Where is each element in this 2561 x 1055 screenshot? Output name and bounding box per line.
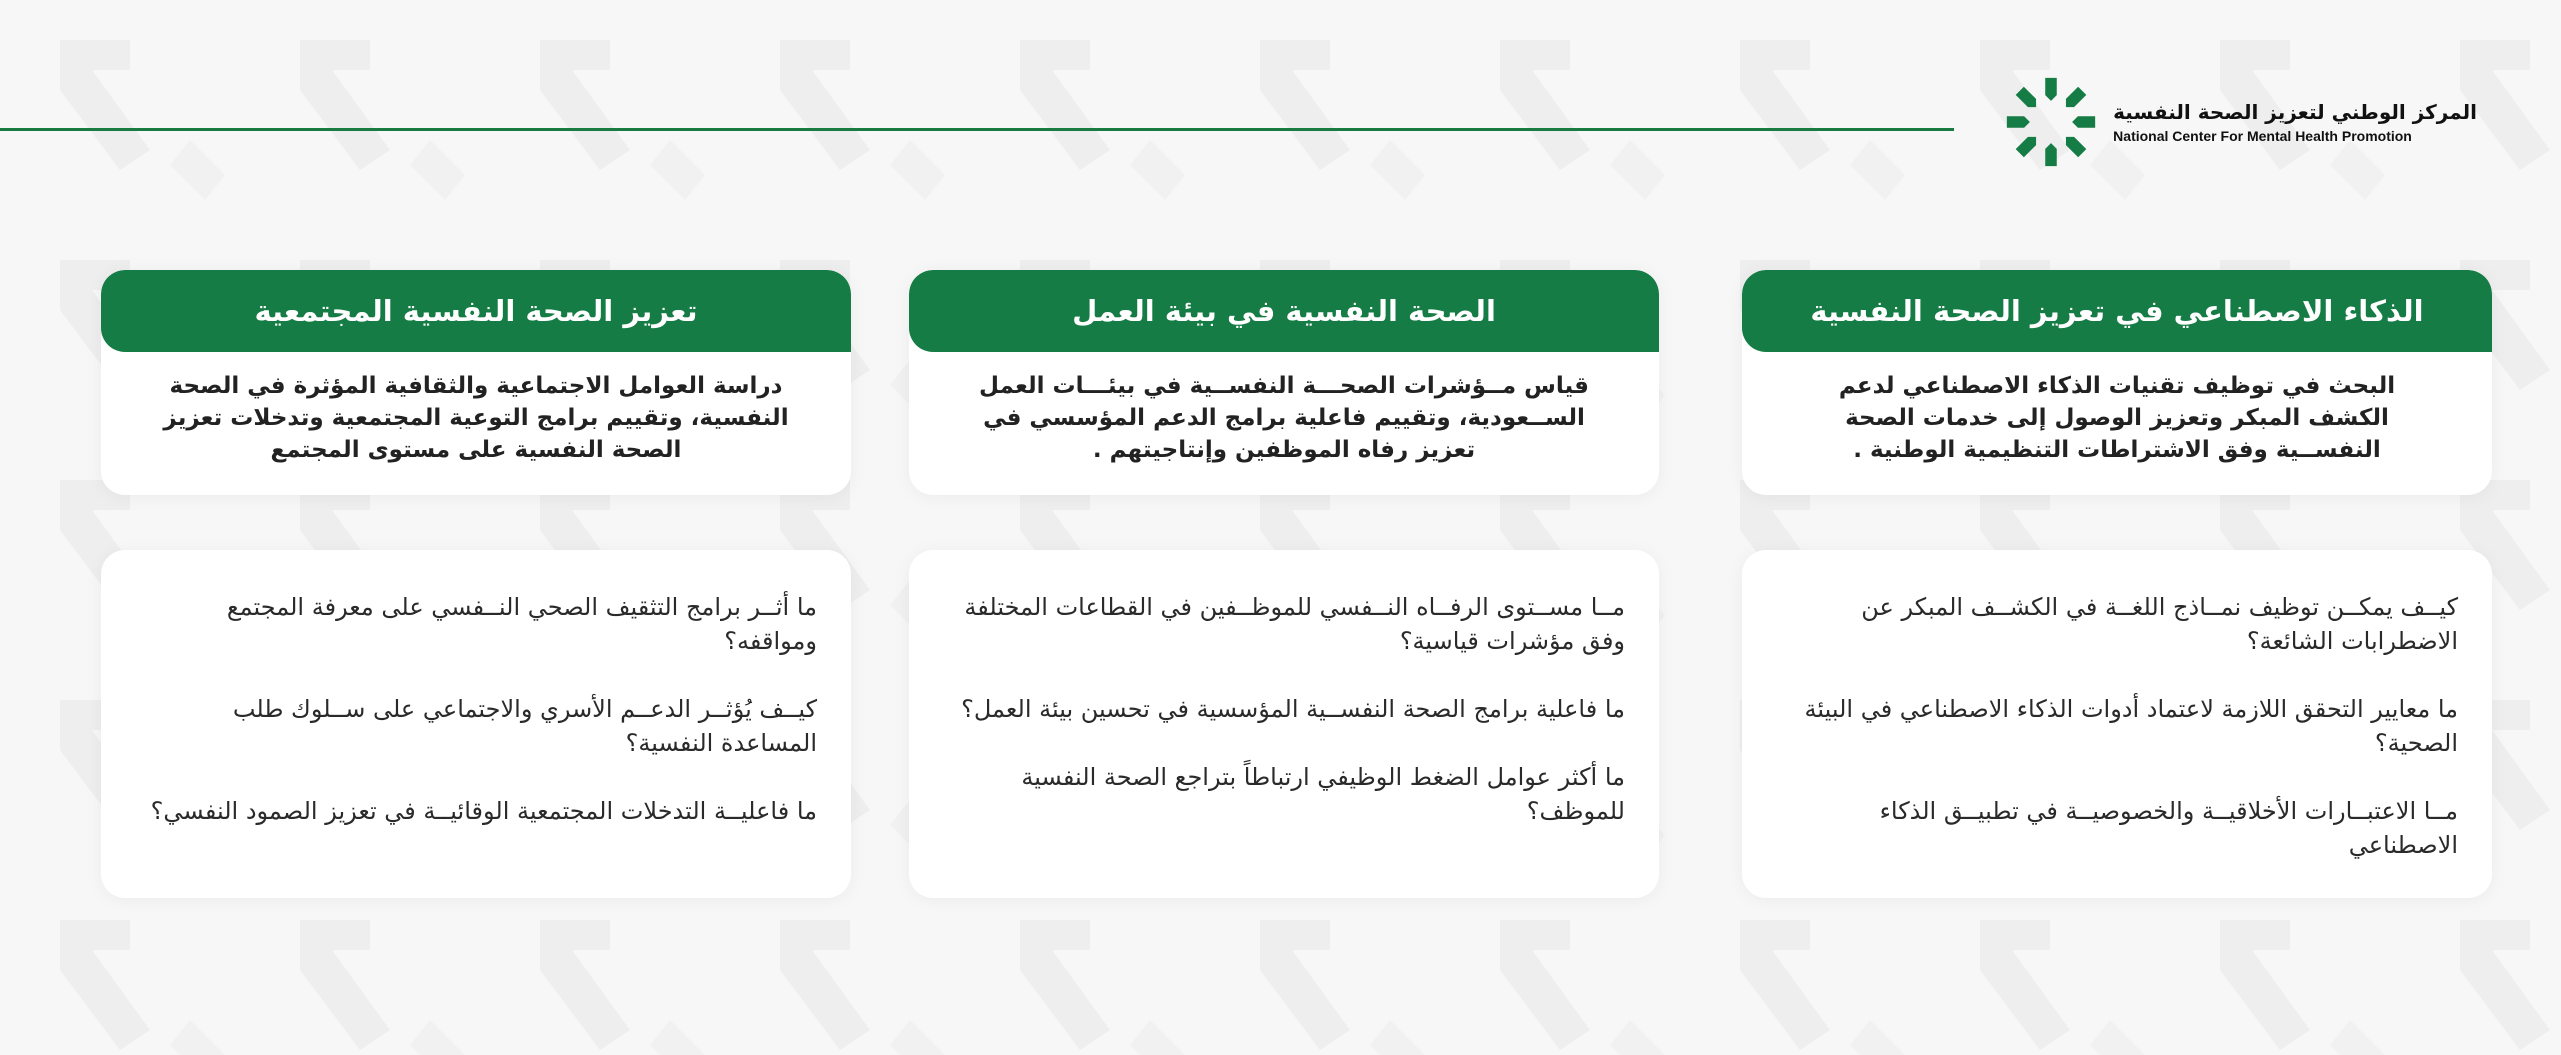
question-item: ما معايير التحقق اللازمة لاعتماد أدوات الذكاء الاصطناعي في البيئة الصحية؟ xyxy=(1804,695,2458,757)
header-divider-line xyxy=(0,128,1954,131)
question-item: ما أثــر برامج التثقيف الصحي النــفسي على معرفة المجتمع ومواقفه؟ xyxy=(226,593,817,655)
topic-title-workplace: الصحة النفسية في بيئة العمل xyxy=(909,270,1659,352)
question-item: مــا مســتوى الرفــاه النــفسي للموظــفين في القطاعات المختلفة وفق مؤشرات قياسية؟ xyxy=(964,593,1625,655)
question-item: ما فاعلية برامج الصحة النفســية المؤسسية في تحسين بيئة العمل؟ xyxy=(961,695,1625,723)
org-logo xyxy=(2003,74,2477,170)
questions-card-ai xyxy=(1742,550,2492,898)
org-name-block xyxy=(2113,100,2477,144)
topic-card-community xyxy=(101,270,851,495)
question-item: ما فاعليــة التدخلات المجتمعية الوقائيــة في تعزيز الصمود النفسي؟ xyxy=(150,797,817,825)
topic-card-workplace xyxy=(909,270,1659,495)
org-name-arabic: المركز الوطني لتعزيز الصحة النفسية xyxy=(2113,100,2477,124)
topic-description-workplace: قياس مــؤشرات الصحـــة النفســية في بيئـــات العمل الســعودية، وتقييم فاعلية برامج الدعم المؤسسي في تعزيز رفاه الموظفين وإنتاجيتهم . xyxy=(979,373,1589,463)
questions-card-community xyxy=(101,550,851,898)
topic-description-community: دراسة العوامل الاجتماعية والثقافية المؤثرة في الصحة النفسية، وتقييم برامج التوعية المجتمعية وتدخلات تعزيز الصحة النفسية على مستوى المجتمع xyxy=(163,373,789,463)
topic-title-community: تعزيز الصحة النفسية المجتمعية xyxy=(101,270,851,352)
question-item: كيــف يمكــن توظيف نمــاذج اللغــة في الكشــف المبكر عن الاضطرابات الشائعة؟ xyxy=(1861,593,2458,655)
question-item: ما أكثر عوامل الضغط الوظيفي ارتباطاً بتراجع الصحة النفسية للموظف؟ xyxy=(1021,763,1625,825)
question-item: مــا الاعتبــارات الأخلاقيــة والخصوصيــة في تطبيــق الذكاء الاصطناعي xyxy=(1879,797,2458,859)
ncmh-star-logo-icon xyxy=(2003,74,2099,170)
org-name-english: National Center For Mental Health Promotion xyxy=(2113,128,2412,144)
topic-title-ai: الذكاء الاصطناعي في تعزيز الصحة النفسية xyxy=(1742,270,2492,352)
topic-description-ai: البحث في توظيف تقنيات الذكاء الاصطناعي لدعم الكشف المبكر وتعزيز الوصول إلى خدمات الصحة النفســية وفق الاشتراطات التنظيمية الوطنية . xyxy=(1838,373,2396,463)
topic-card-ai xyxy=(1742,270,2492,495)
questions-card-workplace xyxy=(909,550,1659,898)
question-item: كيــف يُؤثــر الدعــم الأسري والاجتماعي على ســلوك طلب المساعدة النفسية؟ xyxy=(232,695,817,757)
